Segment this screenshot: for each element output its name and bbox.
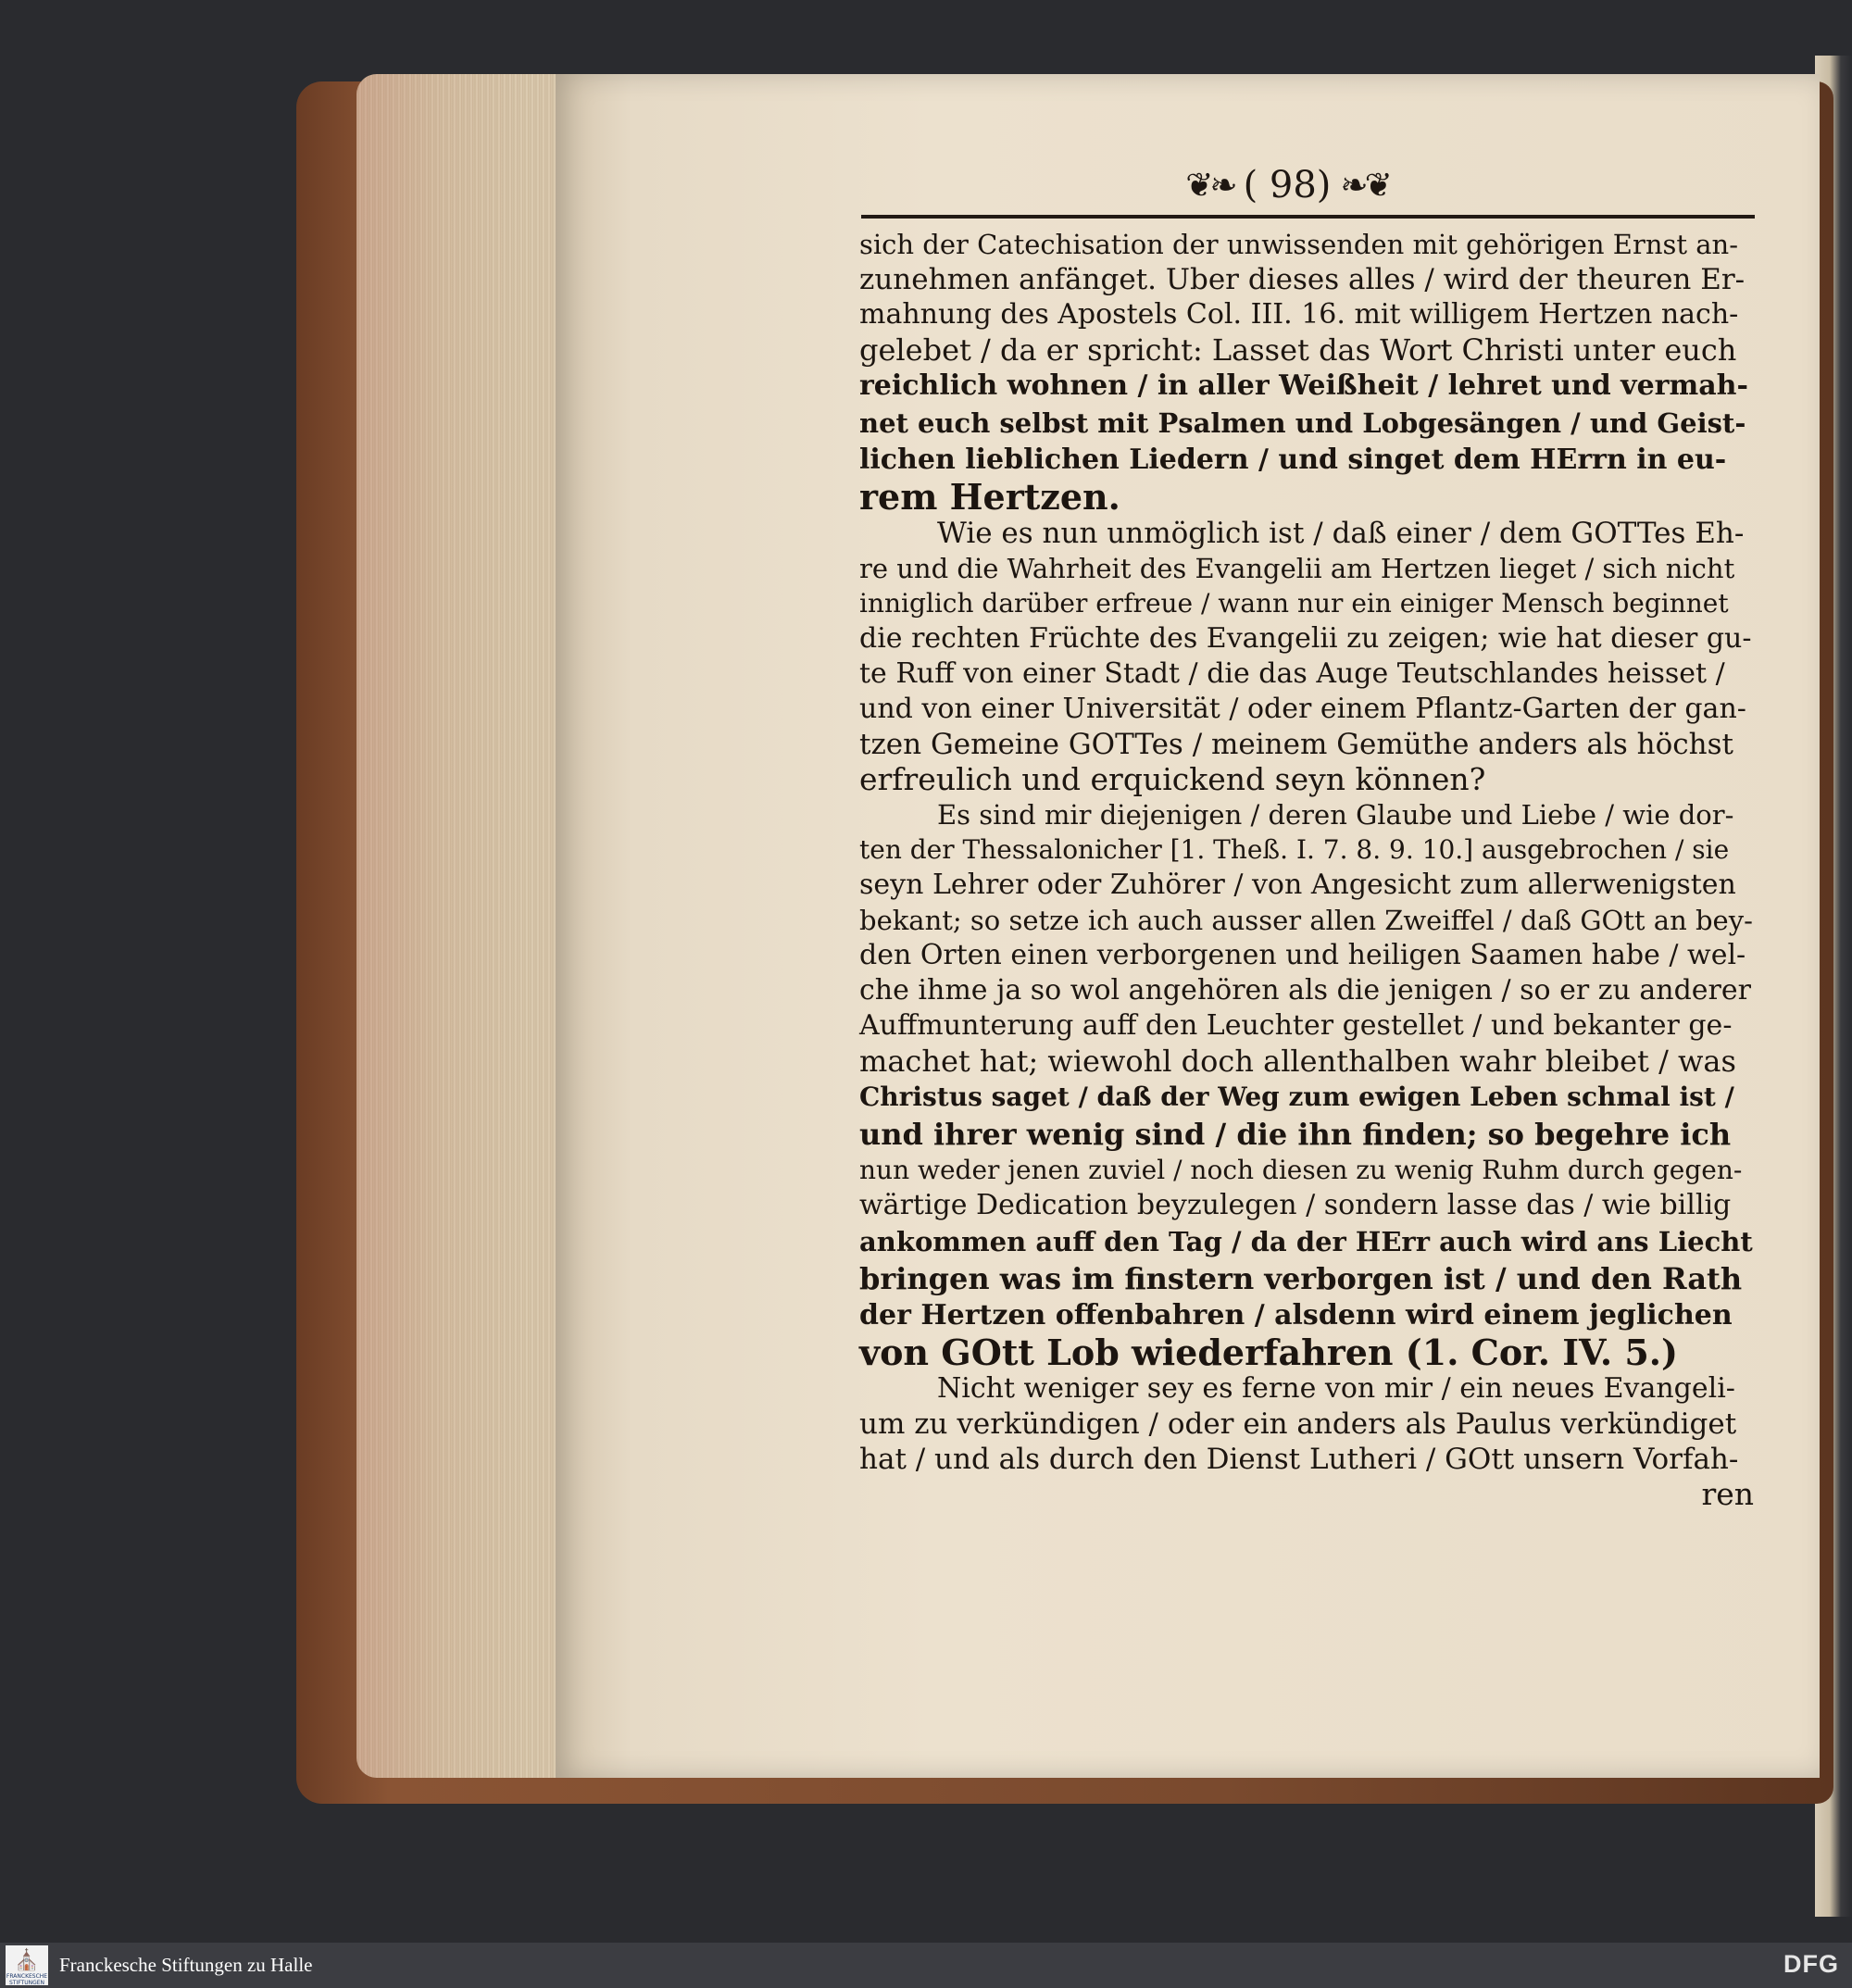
text-line: bringen was im finstern verborgen ist / und den Rath — [859, 1261, 1743, 1296]
text-line: ten der Thessalonicher [1. Theß. I. 7. 8. 9. 10.] ausgebrochen / sie — [859, 834, 1730, 865]
text-line: Christus saget / daß der Weg zum ewigen Leben schmal ist / — [859, 1082, 1734, 1112]
text-line: und ihrer wenig sind / die ihn finden; so begehre ich — [859, 1117, 1732, 1152]
text-line: bekant; so setze ich auch ausser allen Zweiffel / daß GOtt an bey- — [859, 905, 1753, 936]
text-line: um zu verkündigen / oder ein anders als Paulus verkündiget — [859, 1407, 1737, 1441]
text-line: seyn Lehrer oder Zuhörer / von Angesicht zum allerwenigsten — [859, 869, 1736, 901]
text-line: nun weder jenen zuviel / noch diesen zu wenig Ruhm durch gegen- — [859, 1155, 1743, 1185]
page-edges-stain — [357, 74, 569, 1778]
text-line: te Ruff von einer Stadt / die das Auge Teutschlandes heisset / — [859, 657, 1725, 690]
text-line: ankommen auff den Tag / da der HErr auch wird ans Liecht — [859, 1226, 1753, 1257]
building-icon: ⛪ — [14, 1949, 40, 1972]
text-line: re und die Wahrheit des Evangelii am Hertzen lieget / sich nicht — [859, 553, 1735, 584]
text-line: Wie es nun unmöglich ist / daß einer / dem GOTTes Eh- — [937, 517, 1745, 550]
text-line: machet hat; wiewohl doch allenthalben wahr bleibet / was — [859, 1044, 1736, 1079]
text-line: zunehmen anfänget. Uber dieses alles / wird der theuren Er- — [859, 263, 1746, 296]
text-line: wärtige Dedication beyzulegen / sondern lasse das / wie billig — [859, 1189, 1732, 1221]
text-line: mahnung des Apostels Col. III. 16. mit willigem Hertzen nach- — [859, 298, 1739, 331]
text-line: Es sind mir diejenigen / deren Glaube und Liebe / wie dor- — [937, 799, 1734, 831]
text-line: hat / und als durch den Dienst Lutheri / GOtt unsern Vorfah- — [859, 1443, 1739, 1476]
ornament-right-icon: ❧❦ — [1340, 166, 1389, 205]
text-line: die rechten Früchte des Evangelii zu zeigen; wie hat dieser gu- — [859, 622, 1752, 655]
text-line: net euch selbst mit Psalmen und Lobgesängen / und Geist- — [859, 407, 1746, 439]
text-line: inniglich darüber erfreue / wann nur ein einiger Mensch beginnet — [859, 588, 1729, 619]
text-line: der Hertzen offenbahren / alsdenn wird einem jeglichen — [859, 1299, 1733, 1332]
text-line: tzen Gemeine GOTTes / meinem Gemüthe anders als höchst — [859, 728, 1734, 761]
text-line: sich der Catechisation der unwissenden mit gehörigen Ernst an- — [859, 229, 1739, 260]
body-text — [859, 227, 1758, 1512]
logo-caption: FRANCKESCHE STIFTUNGEN — [6, 1973, 48, 1986]
page-number: ( 98) — [1243, 164, 1332, 206]
text-line: rem Hertzen. — [859, 476, 1120, 518]
institution-logo[interactable] — [6, 1945, 48, 1985]
text-line: von GOtt Lob wiederfahren (1. Cor. IV. 5.) — [859, 1332, 1678, 1373]
text-line: den Orten einen verborgenen und heiligen Saamen habe / wel- — [859, 939, 1746, 971]
text-line: Auffmunterung auff den Leuchter gestellet / und bekanter ge- — [859, 1009, 1733, 1042]
text-line: Nicht weniger sey es ferne von mir / ein neues Evangeli- — [937, 1372, 1735, 1405]
text-line: und von einer Universität / oder einem Pflantz-Garten der gan- — [859, 693, 1746, 725]
text-line: erfreulich und erquickend seyn können? — [859, 761, 1486, 797]
catchword: ren — [1701, 1476, 1754, 1512]
ornament-left-icon: ❦❧ — [1185, 166, 1234, 205]
header-rule — [861, 215, 1755, 219]
page-header — [1167, 157, 1408, 213]
text-line: che ihme ja so wol angehören als die jenigen / so er zu anderer — [859, 974, 1751, 1007]
text-line: gelebet / da er spricht: Lasset das Wort Christi unter euch — [859, 332, 1737, 368]
text-line: reichlich wohnen / in aller Weißheit / lehret und vermah- — [859, 369, 1748, 402]
institution-name: Franckesche Stiftungen zu Halle — [59, 1954, 313, 1976]
text-line: lichen lieblichen Liedern / und singet dem HErrn in eu- — [859, 444, 1727, 476]
dfg-logo[interactable]: DFG — [1783, 1950, 1839, 1978]
